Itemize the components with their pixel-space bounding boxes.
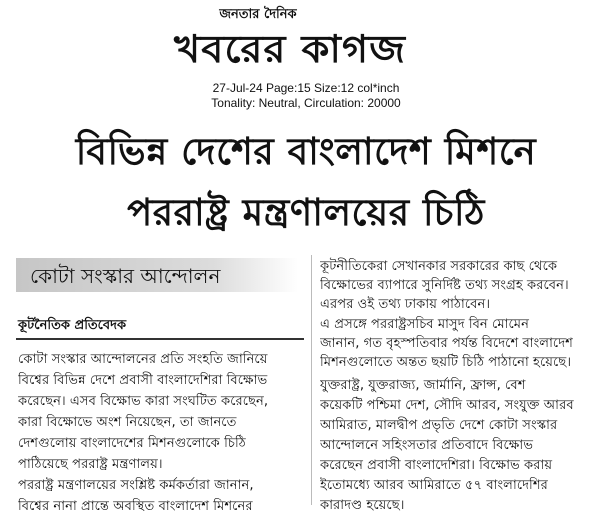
left-column-line: পররাষ্ট্র মন্ত্রণালয়ের সংশ্লিষ্ট কর্মকর্তারা জানান, [18,478,254,493]
right-column-line: কূটনীতিকেরা সেখানকার সরকারের কাছ থেকে [320,259,558,274]
right-column-line: এ প্রসঙ্গে পররাষ্ট্রসচিব মাসুদ বিন মোমেন [320,317,529,332]
right-column-line: যুক্তরাষ্ট্র, যুক্তরাজ্য, জার্মানি, ফ্রান্স, বেশ [320,378,526,393]
right-column-line: মিশনগুলোতে অন্তত ছয়টি চিঠি পাঠানো হয়েছে। [320,355,572,370]
right-column-line: জানান, গত বৃহস্পতিবার পর্যন্ত বিদেশে বাংলাদেশ [320,336,573,351]
column-divider [311,255,312,505]
byline-rule [16,338,304,340]
byline: কূটনৈতিক প্রতিবেদক [18,318,127,333]
right-column-line: আন্দোলনে সহিংসতার প্রতিবাদে বিক্ষোভ [320,438,534,453]
right-column-line: করেছেন প্রবাসী বাংলাদেশিরা। বিক্ষোভ করায় [320,458,553,473]
left-column-line: কোটা সংস্কার আন্দোলনের প্রতি সংহতি জানিয়ে [18,352,268,367]
masthead-tagline: জনতার দৈনিক [219,7,297,22]
left-column-line: করেছেন। এসব বিক্ষোভ কারা সংঘটিত করেছেন, [18,394,269,409]
headline-line-2: পররাষ্ট্র মন্ত্রণালয়ের চিঠি [127,191,485,234]
right-column-line: কয়েকটি পশ্চিমা দেশ, সৌদি আরব, সংযুক্ত আরব [320,398,574,413]
right-column-line: কারাদণ্ড হয়েছে। [320,498,405,512]
left-column-line: কারা বিক্ষোভে অংশ নিয়েছেন, তা জানতে [18,415,237,430]
left-column-line: দেশগুলোয় বাংলাদেশের মিশনগুলোকে চিঠি [18,436,246,451]
headline-line-1: বিভিন্ন দেশের বাংলাদেশ মিশনে [75,130,537,173]
right-column-line: এরপর ওই তথ্য ঢাকায় পাঠাবেন। [320,297,491,312]
left-column-line: বিশ্বের বিভিন্ন দেশে প্রবাসী বাংলাদেশিরা বিক্ষোভ [18,373,268,388]
clip-meta-tonality-circulation: Tonality: Neutral, Circulation: 20000 [211,96,401,110]
masthead-logo: খবরের কাগজ [174,27,406,71]
left-column-line: বিশ্বের নানা প্রান্তে অবস্থিত বাংলাদেশ মিশনের [18,499,253,512]
left-column-line: পাঠিয়েছে পররাষ্ট্র মন্ত্রণালয়। [18,457,163,472]
clip-meta-date-page-size: 27-Jul-24 Page:15 Size:12 col*inch [212,81,400,95]
right-column-line: বিক্ষোভের ব্যাপারে সুনির্দিষ্ট তথ্য সংগ্রহ করবেন। [320,278,569,293]
right-column-line: আমিরাত, মালদ্বীপ প্রভৃতি দেশে কোটা সংস্কার [320,418,558,433]
section-kicker: কোটা সংস্কার আন্দোলন [30,264,221,288]
right-column-line: ইতোমধ্যে আরব আমিরাতে ৫৭ বাংলাদেশির [320,478,548,493]
